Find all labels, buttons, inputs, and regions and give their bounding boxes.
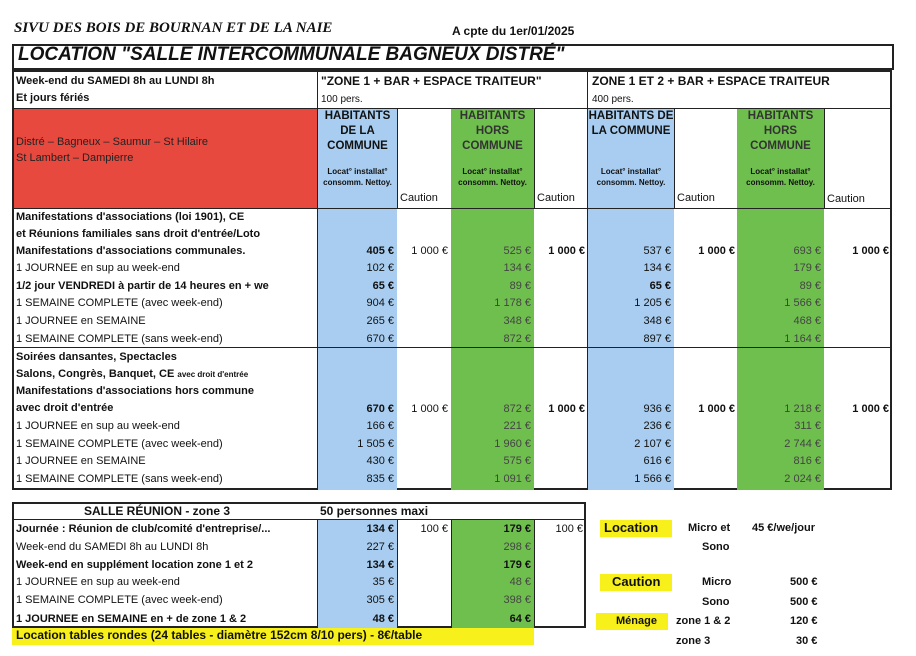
micro-sono-line1: Micro et [688,522,731,534]
locat-head-1: Locat° installat° consomm. Nettoy. [323,167,392,187]
r-label: Week-end du SAMEDI 8h au LUNDI 8h [16,541,209,553]
price: 227 € [366,541,394,553]
caution-sono: Sono [702,596,730,608]
r-label: Week-end en supplément location zone 1 et 2 [16,559,253,571]
price: 575 € [503,455,531,467]
s2-label-small: avec droit d'entrée [177,370,249,379]
price: 897 € [643,333,671,345]
s1-label: 1 JOURNEE en sup au week-end [16,262,180,274]
s1-label: Manifestations d'associations communales. [16,245,246,257]
hab-hors-head-2: HABITANTS HORS COMMUNE [747,110,814,152]
s2-label: Soirées dansantes, Spectacles [16,351,177,363]
price: 1 566 € [784,297,821,309]
price: 468 € [793,315,821,327]
communes-line2: St Lambert – Dampierre [16,152,134,164]
hab-com-head-1: HABITANTS DE LA COMMUNE [324,110,391,152]
price: 179 € [793,262,821,274]
price: 872 € [503,333,531,345]
caution-value: 1 000 € [411,403,448,415]
price: 693 € [793,245,821,257]
r-label: 1 JOURNEE en SEMAINE en + de zone 1 & 2 [16,613,247,625]
s2-label: Salons, Congrès, Banquet, CE avec droit d'entrée [16,368,249,380]
price: 89 € [509,280,531,292]
locat-head-4: Locat° installat° consomm. Nettoy. [746,167,815,187]
price: 670 € [366,333,394,345]
price: 179 € [503,559,531,571]
caution-value: 100 € [555,523,583,535]
price: 134 € [366,523,394,535]
price: 35 € [372,576,394,588]
price: 89 € [799,280,821,292]
menage-zone3-price: 30 € [796,635,818,647]
menage-label: Ménage [616,615,657,627]
tables-rondes-text: Location tables rondes (24 tables - diamètre 152cm 8/10 pers) - 8€/table [16,628,423,642]
price: 430 € [366,455,394,467]
s1-label: 1 SEMAINE COMPLETE (sans week-end) [16,333,223,345]
price: 398 € [503,594,531,606]
price: 616 € [643,455,671,467]
r-label: 1 JOURNEE en sup au week-end [16,576,180,588]
zone12-title: ZONE 1 ET 2 + BAR + ESPACE TRAITEUR [592,74,830,88]
weekend-label: Week-end du SAMEDI 8h au LUNDI 8h [16,75,215,87]
price: 936 € [643,403,671,415]
s1-label: Manifestations d'associations (loi 1901), CE [16,211,245,223]
price: 311 € [794,420,821,432]
s1-label: 1/2 jour VENDREDI à partir de 14 heures en + we [16,280,269,292]
price: 236 € [643,420,671,432]
price: 348 € [503,315,531,327]
s2-label: Manifestations d'associations hors commune [16,385,254,397]
caution-value: 100 € [420,523,448,535]
price: 134 € [366,559,394,571]
zone12-capacity: 400 pers. [592,94,634,105]
caution-head-3: Caution [677,192,715,204]
main-table [12,70,892,490]
reunion-table [12,502,586,628]
menage-zone3: zone 3 [676,635,711,647]
price: 102 € [366,262,394,274]
hab-hors-head-1: HABITANTS HORS COMMUNE [459,110,526,152]
price: 48 € [372,613,394,625]
price: 179 € [503,523,531,535]
communes-line1: Distré – Bagneux – Saumur – St Hilaire [16,136,208,148]
price: 2 744 € [784,438,821,450]
caution-value: 1 000 € [852,403,889,415]
s2-label: 1 JOURNEE en sup au week-end [16,420,180,432]
price: 1 178 € [494,297,531,309]
location-label: Location [604,520,659,535]
caution-head-2: Caution [537,192,575,204]
price: 1 566 € [634,473,671,485]
price: 670 € [366,403,394,415]
caution-sono-price: 500 € [790,596,818,608]
price: 134 € [643,262,671,274]
price: 1 091 € [494,473,531,485]
zone1-title: "ZONE 1 + BAR + ESPACE TRAITEUR" [321,74,542,88]
price: 166 € [366,420,394,432]
s1-label: 1 SEMAINE COMPLETE (avec week-end) [16,297,223,309]
price: 872 € [503,403,531,415]
holidays-label: Et jours fériés [16,92,90,104]
price: 305 € [366,594,394,606]
price: 525 € [503,245,531,257]
price: 1 505 € [357,438,394,450]
caution-head-1: Caution [400,192,438,204]
price: 1 205 € [634,297,671,309]
zone1-capacity: 100 pers. [321,94,363,105]
date-label: A cpte du 1er/01/2025 [452,24,575,38]
caution-micro-price: 500 € [790,576,818,588]
caution-value: 1 000 € [852,245,889,257]
price: 48 € [509,576,531,588]
s1-label: et Réunions familiales sans droit d'entrée/Loto [16,228,261,240]
price: 1 960 € [494,438,531,450]
price: 134 € [503,262,531,274]
s1-label: 1 JOURNEE en SEMAINE [16,315,146,327]
hab-com-head-2: HABITANTS DE LA COMMUNE [588,110,674,137]
price: 537 € [643,245,671,257]
locat-head-2: Locat° installat° consomm. Nettoy. [458,167,527,187]
price: 904 € [366,297,394,309]
price: 64 € [509,613,531,625]
page-title: LOCATION "SALLE INTERCOMMUNALE BAGNEUX DISTRÉ" [18,44,565,65]
price: 221 € [503,420,531,432]
price: 816 € [793,455,821,467]
s2-label: avec droit d'entrée [16,402,114,414]
s2-label: 1 SEMAINE COMPLETE (avec week-end) [16,438,223,450]
s2-label: 1 SEMAINE COMPLETE (sans week-end) [16,473,223,485]
caution-head-4: Caution [827,193,865,205]
price: 348 € [643,315,671,327]
caution-micro: Micro [702,576,732,588]
reunion-capacity: 50 personnes maxi [320,504,429,518]
caution-value: 1 000 € [548,245,585,257]
price: 265 € [366,315,394,327]
menage-zone12: zone 1 & 2 [676,615,731,627]
price: 65 € [649,280,671,292]
locat-head-3: Locat° installat° consomm. Nettoy. [596,167,666,187]
reunion-title: SALLE RÉUNION - zone 3 [84,504,231,518]
menage-zone12-price: 120 € [790,615,818,627]
price: 1 218 € [784,403,821,415]
price: 2 024 € [784,473,821,485]
r-label: 1 SEMAINE COMPLETE (avec week-end) [16,594,223,606]
price: 298 € [503,541,531,553]
micro-sono-line2: Sono [702,541,730,553]
price: 835 € [366,473,394,485]
price: 2 107 € [634,438,671,450]
price: 405 € [366,245,394,257]
caution-value: 1 000 € [698,403,735,415]
caution-value: 1 000 € [548,403,585,415]
r-label: Journée : Réunion de club/comité d'entreprise/... [16,523,271,535]
s2-label: 1 JOURNEE en SEMAINE [16,455,146,467]
price: 65 € [372,280,394,292]
caution-value: 1 000 € [698,245,735,257]
micro-price: 45 €/we/jour [752,522,815,534]
caution-value: 1 000 € [411,245,448,257]
caution-label: Caution [612,574,661,589]
org-name: SIVU DES BOIS DE BOURNAN ET DE LA NAIE [14,20,333,36]
price: 1 164 € [784,333,821,345]
